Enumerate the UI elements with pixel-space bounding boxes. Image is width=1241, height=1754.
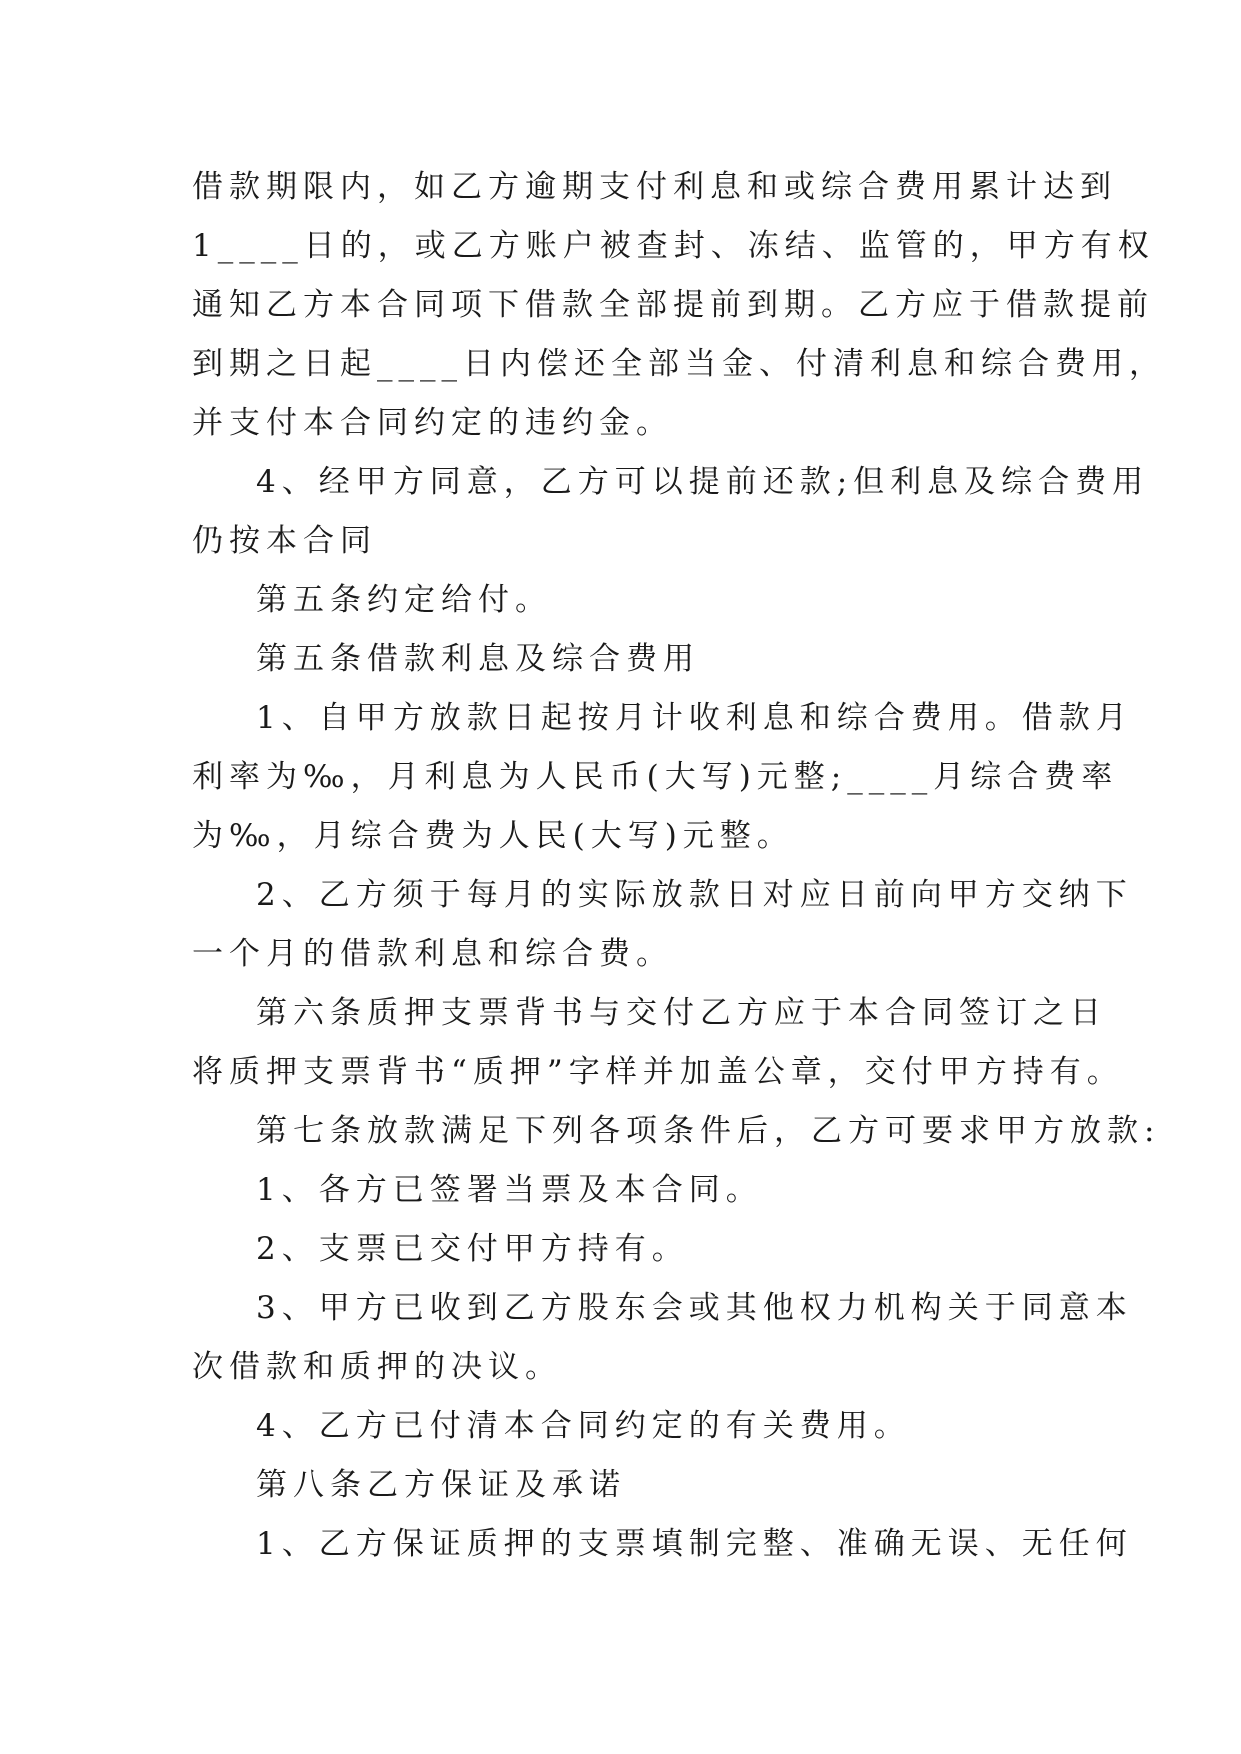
paragraph-14 (192, 1515, 1133, 1574)
text-line: 第六条质押支票背书与交付乙方应于本合同签订之日 (256, 995, 1107, 1031)
paragraph-11 (192, 1279, 1133, 1397)
section-article-7 (192, 1102, 1161, 1161)
text-line: 2、支票已交付甲方持有。 (256, 1231, 689, 1267)
text-line: 并支付本合同约定的违约金。 (192, 405, 673, 441)
document-body (192, 158, 1166, 1574)
text-line: 4、乙方已付清本合同约定的有关费用。 (256, 1408, 911, 1444)
text-line: 将质押支票背书“质押”字样并加盖公章，交付甲方持有。 (192, 1054, 1124, 1090)
text-line: 利率为‰，月利息为人民币(大写)元整;____月综合费率 (192, 759, 1119, 795)
paragraph-3 (192, 571, 1062, 630)
text-line: 1____日的，或乙方账户被查封、冻结、监管的，甲方有权 (192, 228, 1155, 264)
text-line: 一个月的借款利息和综合费。 (192, 936, 673, 972)
text-line: 1、各方已签署当票及本合同。 (256, 1172, 763, 1208)
text-line: 第七条放款满足下列各项条件后，乙方可要求甲方放款: (256, 1113, 1161, 1149)
text-line: 第五条约定给付。 (256, 582, 552, 618)
section-article-6 (192, 984, 1124, 1102)
text-line: 1、自甲方放款日起按月计收利息和综合费用。借款月 (256, 700, 1133, 736)
text-line: 1、乙方保证质押的支票填制完整、准确无误、无任何 (256, 1526, 1133, 1562)
text-line: 借款期限内，如乙方逾期支付利息和或综合费用累计达到 (192, 169, 1117, 205)
text-line: 通知乙方本合同项下借款全部提前到期。乙方应于借款提前 (192, 287, 1154, 323)
text-line: 2、乙方须于每月的实际放款日对应日前向甲方交纳下 (256, 877, 1133, 913)
text-line: 4、经甲方同意，乙方可以提前还款;但利息及综合费用 (256, 464, 1150, 500)
paragraph-10 (192, 1220, 1062, 1279)
text-line: 仍按本合同 (192, 523, 377, 559)
text-line: 到期之日起____日内偿还全部当金、付清利息和综合费用， (192, 346, 1166, 382)
paragraph-6 (192, 866, 1133, 984)
paragraph-9 (192, 1161, 1062, 1220)
paragraph-12 (192, 1397, 1062, 1456)
section-heading-article-5 (192, 630, 1062, 689)
text-line: 第八条乙方保证及承诺 (256, 1467, 626, 1503)
text-line: 3、甲方已收到乙方股东会或其他权力机构关于同意本 (256, 1290, 1133, 1326)
text-line: 次借款和质押的决议。 (192, 1349, 562, 1385)
section-heading-article-8 (192, 1456, 1062, 1515)
text-line: 为‰，月综合费为人民(大写)元整。 (192, 818, 794, 854)
paragraph-5 (192, 689, 1133, 866)
paragraph-1 (192, 158, 1166, 453)
text-line: 第五条借款利息及综合费用 (256, 641, 700, 677)
paragraph-2 (192, 453, 1150, 571)
